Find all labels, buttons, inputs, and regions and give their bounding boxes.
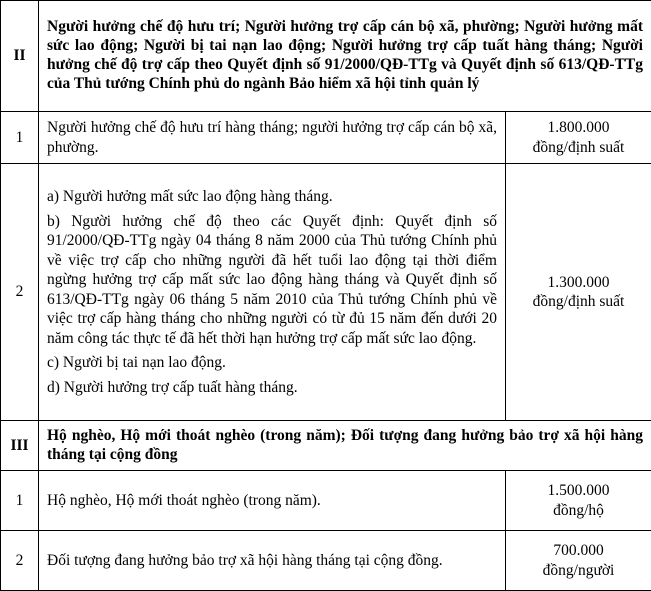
section-numeral: II [1, 1, 39, 112]
table-row [1, 112, 651, 164]
row-number: 2 [1, 531, 39, 591]
amount-value: 700.000 [553, 542, 604, 559]
amount-unit: đồng/định suất [532, 138, 625, 156]
amount-value: 1.500.000 [547, 482, 610, 499]
row-description [39, 164, 506, 421]
description-line: b) Người hưởng chế độ theo các Quyết định: Quyết định số 91/2000/QĐ-TTg ngày 04 tháng 8 năm 2000 của Thủ tướng Chính phủ về việc trợ cấp cho những người đã hết tuổi lao động tại thời điểm ngừng hưởng trợ cấp mất sức lao động hàng tháng và Quyết định số 613/QĐ-TTg ngày 06 tháng 5 năm 2010 của Thủ tướng Chính phủ về việc trợ cấp hàng tháng cho những người có từ đủ 15 năm đến dưới 20 năm công tác thực tế đã hết thời hạn hưởng trợ cấp mất sức lao động. [47, 212, 497, 347]
section-header-row [1, 1, 651, 112]
section-header-row [1, 421, 651, 471]
amount-unit: đồng/hộ [553, 501, 604, 519]
row-amount [506, 164, 651, 421]
amount-unit: đồng/người [542, 561, 615, 579]
amount-value: 1.300.000 [547, 273, 610, 291]
amount-value: 1.800.000 [547, 119, 610, 136]
row-number: 2 [1, 164, 39, 421]
table-row [1, 531, 651, 591]
amount-unit: đồng/định suất [532, 293, 625, 310]
description-line: Người hưởng chế độ hưu trí hàng tháng; người hưởng trợ cấp cán bộ xã, phường. [47, 119, 497, 156]
description-line: d) Người hưởng trợ cấp tuất hàng tháng. [47, 378, 298, 396]
table-row [1, 164, 651, 421]
row-number: 1 [1, 112, 39, 164]
table-row [1, 471, 651, 531]
section-title: Người hưởng chế độ hưu trí; Người hưởng trợ cấp cán bộ xã, phường; Người hưởng mất sức lao động; Người bị tai nạn lao động; Người hưởng trợ cấp tuất hàng tháng; Người hưởng chế độ trợ cấp theo Quyết định số 91/2000/QĐ-TTg và Quyết định số 613/QĐ-TTg của Thủ tướng Chính phủ do ngành Bảo hiểm xã hội tỉnh quản lý [39, 1, 651, 112]
description-line: c) Người bị tai nạn lao động. [47, 354, 226, 371]
row-number: 1 [1, 471, 39, 531]
row-description [39, 112, 506, 164]
section-numeral: III [1, 421, 39, 471]
row-amount [506, 531, 651, 591]
row-description [39, 471, 506, 531]
row-description [39, 531, 506, 591]
description-line: a) Người hưởng mất sức lao động hàng tháng. [47, 188, 333, 205]
description-line: Hộ nghèo, Hộ mới thoát nghèo (trong năm). [47, 491, 321, 509]
section-title: Hộ nghèo, Hộ mới thoát nghèo (trong năm); Đối tượng đang hưởng bảo trợ xã hội hàng tháng tại cộng đồng [39, 421, 651, 471]
row-amount [506, 112, 651, 164]
row-amount [506, 471, 651, 531]
description-line: Đối tượng đang hưởng bảo trợ xã hội hàng tháng tại cộng đồng. [47, 551, 443, 569]
